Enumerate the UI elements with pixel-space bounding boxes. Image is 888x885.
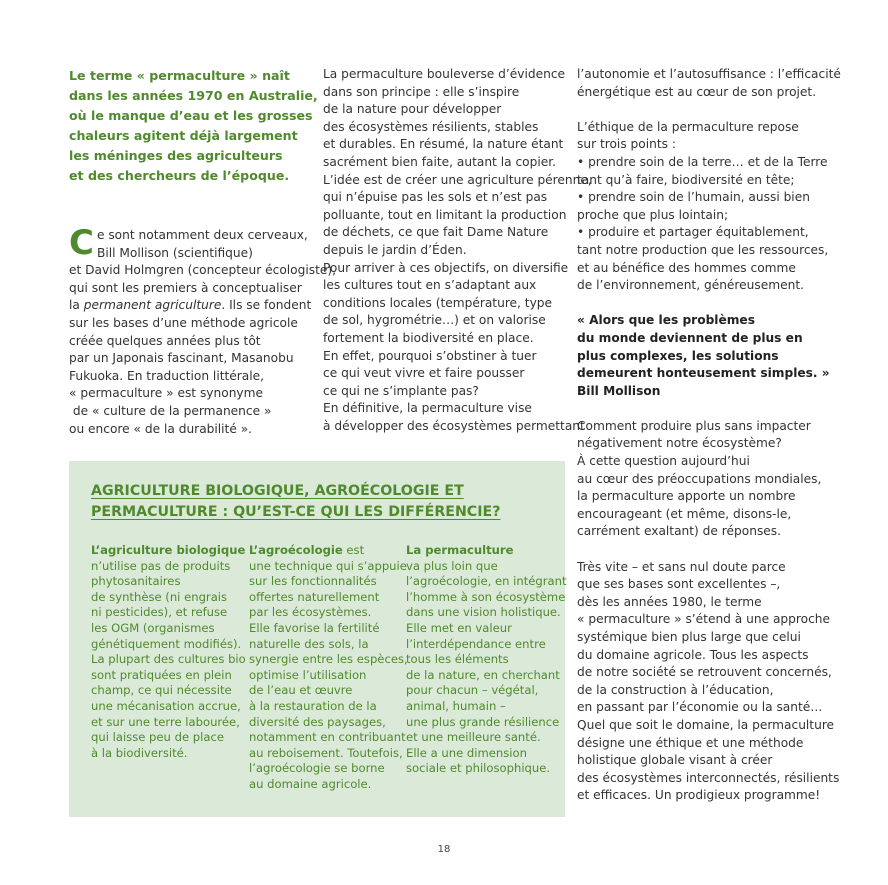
text-line: En effet, pourquoi s’obstiner à tuer [323,348,537,363]
text-line: de déchets, ce que fait Dame Nature [323,225,549,240]
text-line: que ses bases sont excellentes –, [577,577,781,592]
middle-column [323,66,592,435]
text-line: sur les bases d’une méthode agricole [69,315,298,330]
text-line: de « culture de la permanence » [69,403,272,418]
text-line: carrément exaltant) de réponses. [577,524,782,539]
quote-line: du monde deviennent de plus en [577,330,803,345]
text-fragment: . Ils se fondent [221,298,312,313]
text-line: tous les éléments [406,652,509,667]
box-column-heading: La permaculture [406,543,514,557]
text-line: L’éthique de la permaculture repose [577,119,799,134]
text-line: les cultures tout en s’adaptant aux [323,278,537,293]
comparison-box [69,461,565,817]
text-line: ce qui ne s’implante pas? [323,383,479,398]
box-column-permaculture [406,543,567,777]
text-line: l’agroécologie, en intégrant [406,574,567,589]
text-line: qui laisse peu de place [91,730,224,745]
text-line: Quel que soit le domaine, la permaculture [577,717,835,732]
bullet-line: • prendre soin de la terre… et de la Terre [577,154,828,169]
text-line: des écosystèmes résilients, stables [323,119,539,134]
box-column-heading: L’agroécologie [249,543,343,557]
text-line: « permaculture » est synonyme [69,386,264,401]
text-line: et efficaces. Un prodigieux programme! [577,788,821,803]
text-line: systémique bien plus large que celui [577,630,801,644]
text-line: de l’environnement, généreusement. [577,278,804,293]
text-line: fortement la biodiversité en place. [323,330,534,345]
bullet-line: • prendre soin de l’humain, aussi bien [577,190,810,205]
text-line: et David Holmgren (concepteur écologiste), [69,263,336,278]
text-line: et sur une terre labourée, [91,714,240,729]
text-line: Elle favorise la fertilité [249,620,380,635]
text-line: sur trois points : [577,137,676,152]
text-line: encourageant (et même, disons-le, [577,506,792,521]
text-line: sur les fonctionnalités [249,574,377,589]
text-line: l’agroécologie se borne [249,761,385,776]
text-line: phytosanitaires [91,574,181,589]
text-line: à la biodiversité. [91,745,188,760]
text-line: de synthèse (ni engrais [91,589,228,604]
lead-line: Le terme « permaculture » naît [69,68,290,83]
text-line: de la construction à l’éducation, [577,682,774,697]
text-line: va plus loin que [406,558,498,573]
text-line: de la nature, en cherchant [406,667,560,682]
text-line: n’utilise pas de produits [91,558,231,573]
text-line: synergie entre les espèces, [249,652,408,667]
text-line: désigne une éthique et une méthode [577,735,804,750]
text-line: par les écosystèmes. [249,605,372,620]
text-line: conditions locales (température, type [323,295,553,310]
text-line: les OGM (organismes [91,620,215,635]
text-line: dans son principe : elle s’inspire [323,84,520,99]
text-line: génétiquement modifiés). [91,636,242,651]
text-line: polluante, tout en limitant la production [323,207,567,222]
text-line: au domaine agricole. [249,776,372,791]
text-line: dès les années 1980, le terme [577,594,762,609]
box-title-line: PERMACULTURE : QU’EST-CE QUI LES DIFFÉRENCIE? [91,504,501,520]
text-line: offertes naturellement [249,589,380,604]
text-line: de notre société se retrouvent concernés, [577,665,832,680]
text-line: À cette question aujourd’hui [577,454,750,469]
text-line: et au bénéfice des hommes comme [577,260,796,275]
lead-paragraph [69,66,318,186]
text-fragment: la [69,298,84,313]
bullet-line: • produire et partager équitablement, [577,225,809,240]
text-line [69,297,336,315]
text-line: En définitive, la permaculture vise [323,401,532,416]
lead-line: et des chercheurs de l’époque. [69,168,290,183]
box-title [91,481,500,523]
text-line: proche que plus lointain; [577,207,729,222]
text-line: Elle met en valeur [406,620,512,635]
quote-line: demeurent honteusement simples. » [577,366,830,381]
lead-line: dans les années 1970 en Australie, [69,88,318,103]
text-line: l’interdépendance entre [406,636,546,651]
text-line: créée quelques années plus tôt [69,333,261,348]
lead-line: où le manque d’eau et les grosses [69,108,313,123]
text-line: La permaculture bouleverse d’évidence [323,67,566,81]
text-line: Fukuoka. En traduction littérale, [69,368,264,383]
text-line: tant notre production que les ressources, [577,242,829,257]
text-line: une plus grande résilience [406,714,560,729]
text-line: au cœur des préoccupations mondiales, [577,471,822,486]
text-line: à la restauration de la [249,698,377,713]
quote-line: « Alors que les problèmes [577,313,755,328]
text-line: Très vite – et sans nul doute parce [577,559,786,574]
text-line: optimise l’utilisation [249,667,367,682]
text-line: Pour arriver à ces objectifs, on diversifie [323,260,569,275]
text-line: l’autonomie et l’autosuffisance : l’efficacité [577,67,841,81]
quote-author: Bill Mollison [577,383,661,398]
text-line: La plupart des cultures bio [91,652,246,667]
text-line: naturelle des sols, la [249,636,369,651]
text-line: une mécanisation accrue, [91,698,241,713]
text-line: l’homme à son écosystème [406,589,566,604]
text-line: « permaculture » s’étend à une approche [577,612,831,627]
text-line: champ, ce qui nécessite [91,683,232,698]
text-line: diversité des paysages, [249,714,386,729]
text-line: en passant par l’économie ou la santé… [577,700,823,715]
text-line: Elle a une dimension [406,745,527,760]
text-line: par un Japonais fascinant, Masanobu [69,351,294,366]
intro-column [69,223,336,438]
text-line: une technique qui s’appuie [249,558,407,573]
text-line: Comment produire plus sans impacter [577,418,811,433]
text-line: au reboisement. Toutefois, [249,745,403,760]
text-line: sont pratiquées en plein [91,667,232,682]
text-line: qui sont les premiers à conceptualiser [69,280,302,295]
text-line: de l’eau et œuvre [249,683,353,698]
text-line: ni pesticides), et refuse [91,605,228,620]
italic-term: permanent agriculture [83,298,222,313]
box-title-line: AGRICULTURE BIOLOGIQUE, AGROÉCOLOGIE ET [91,483,464,499]
text-line: qui n’épuise pas les sols et n’est pas [323,190,548,205]
text-line: à développer des écosystèmes permettant [323,418,585,433]
quote-line: plus complexes, les solutions [577,348,779,363]
text-line: depuis le jardin d’Éden. [323,242,467,257]
text-line: notamment en contribuant [249,730,406,745]
text-line: des écosystèmes interconnectés, résilients [577,770,840,785]
text-line: sacrément bien faite, autant la copier. [323,154,556,169]
text-line: ce qui veut vivre et faire pousser [323,366,525,381]
text-line: énergétique est au cœur de son projet. [577,84,817,99]
box-column-heading-line [249,543,408,559]
box-column-heading: L’agriculture biologique [91,543,246,557]
text-line: e sont notamment deux cerveaux, [96,228,308,242]
lead-line: les méninges des agriculteurs [69,148,283,163]
text-line: tant qu’à faire, biodiversité en tête; [577,172,795,187]
text-line: du domaine agricole. Tous les aspects [577,647,809,662]
text-line: L’idée est de créer une agriculture pérenne, [323,172,592,187]
right-column [577,66,841,805]
text-line: dans une vision holistique. [406,605,561,620]
text-line: et durables. En résumé, la nature étant [323,137,564,152]
text-line: pour chacun – végétal, [406,683,539,698]
pull-quote [577,312,841,400]
text-line: Bill Mollison (scientifique) [96,245,253,260]
page-number: 18 [437,844,451,855]
text-line: ou encore « de la durabilité ». [69,421,253,436]
lead-line: chaleurs agitent déjà largement [69,128,298,143]
text-line: sociale et philosophique. [406,761,551,776]
text-fragment: est [342,543,365,557]
text-line: holistique globale visant à créer [577,753,773,768]
box-column-organic [91,543,246,761]
text-line: de sol, hygrométrie…) et on valorise [323,313,546,328]
text-line: de la nature pour développer [323,102,502,117]
box-column-agroecology [249,543,408,793]
text-line: et une meilleure santé. [406,730,541,745]
text-line: négativement notre écosystème? [577,436,782,451]
text-line: la permaculture apporte un nombre [577,489,796,504]
text-line: animal, humain – [406,698,506,713]
drop-cap: C [69,223,94,263]
